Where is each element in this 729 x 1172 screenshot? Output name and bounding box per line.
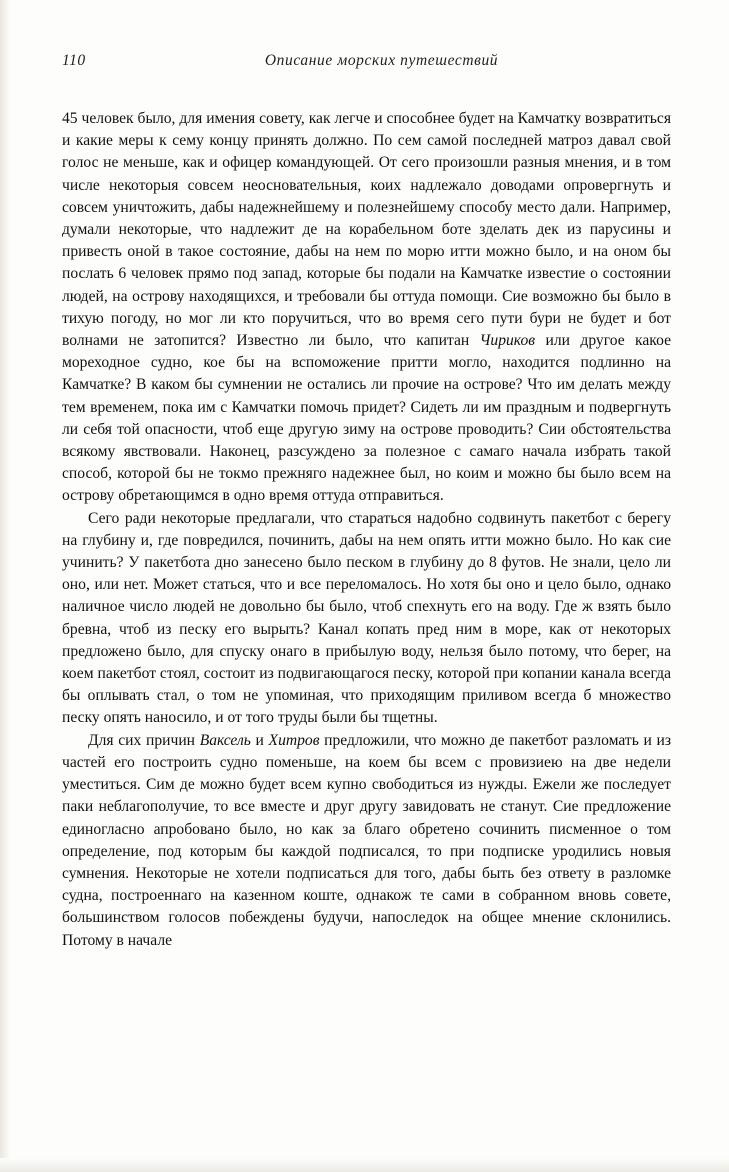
page-header (62, 52, 671, 82)
paragraph-2: Сего ради некоторые предлагали, что стараться надобно содвинуть пакетбот с берегу на глубину и, где повредился, починить, дабы на нем опять итти можно было. Но как сие учинить? У пакетбота дно занесено было песком в глубину до 8 футов. Не знали, цело ли оно, или нет. Может статься, что и все переломалось. Но хотя бы оно и цело было, однако наличное число людей не довольно бы было, чтоб спехнуть его на воду. Где ж взять было бревна, чтоб из песку его вырыть? Канал копать пред ним в море, как от некоторых предложено было, для спуску онаго в прибылую воду, нельзя было потому, что берег, на коем пакетбот стоял, состоит из подвигающагося песку, которой при копании канала всегда бы оплывать стал, о том не упоминая, что приходящим приливом всегда б множество песку опять наносило, и от того труды были бы тщетны. (62, 509, 671, 727)
body-text (62, 108, 671, 952)
page-edge-shadow-left (0, 0, 10, 1172)
page-number: 110 (62, 52, 86, 69)
paragraph-3: Для сих причин Ваксель и Хитров предложили, что можно де пакетбот разломать и из частей его построить судно поменьше, на коем бы всем с провизиею на две недели уместиться. Сим де можно будет всем купно свободиться из нужды. Ежели же последует паки неблагополучие, то все вместе и друг другу завидовать не станут. Сие предложение единогласно апробовано было, но как за благо обретено сочинить писменное о том определение, под которым бы каждой подписался, то при подписке уродились новыя сумнения. Некоторые не хотели подписаться для того, дабы быть без ответу в разломке судна, построеннаго на казенном коште, однакож те сами в собранном вновь совете, большинством голосов побеждены будучи, напоследок на общее мнение склонились. Потому в начале (62, 731, 671, 949)
page-edge-shadow-bottom (0, 1158, 729, 1172)
running-title: Описание морских путешествий (264, 52, 499, 69)
paragraph-1: 45 человек было, для имения совету, как легче и способнее будет на Камчатку возвратиться и какие меры к сему концу принять должно. По сем самой последней матроз давал свой голос не меньше, как и офицер командующей. От сего произошли разныя мнения, и в том числе некоторыя совсем неосновательныя, коих надлежало доводами опровергнуть и совсем уничтожить, дабы надежнейшему и полезнейшему способу место дали. Например, думали некоторые, что надлежит де на корабельном боте зделать дек из парусины и привесть оной в такое состояние, дабы на нем по морю итти можно было, и на оном бы послать 6 человек прямо под запад, которые бы подали на Камчатке известие о состоянии людей, на острову находящихся, и требовали бы оттуда помощи. Сие возможно бы было в тихую погоду, но мог ли кто поручиться, что во время сего пути бури не будет и бот волнами не затопится? Известно ли было, что капитан Чириков или другое какое мореходное судно, кое бы на вспоможение притти могло, находится подлинно на Камчатке? В каком бы сумнении не остались ли прочие на острове? Что им делать между тем временем, пока им с Камчатки помочь придет? Сидеть ли им праздным и подвергнуть ли себя той опасности, чтоб еще другую зиму на острове проводить? Сии обстоятельства всякому явствовали. Наконец, разсуждено за полезное с самаго начала избрать такой способ, которой бы не токмо прежняго надежнее был, но коим и можно бы было всем на острову обретающимся в одно время оттуда отправиться. (62, 110, 671, 505)
